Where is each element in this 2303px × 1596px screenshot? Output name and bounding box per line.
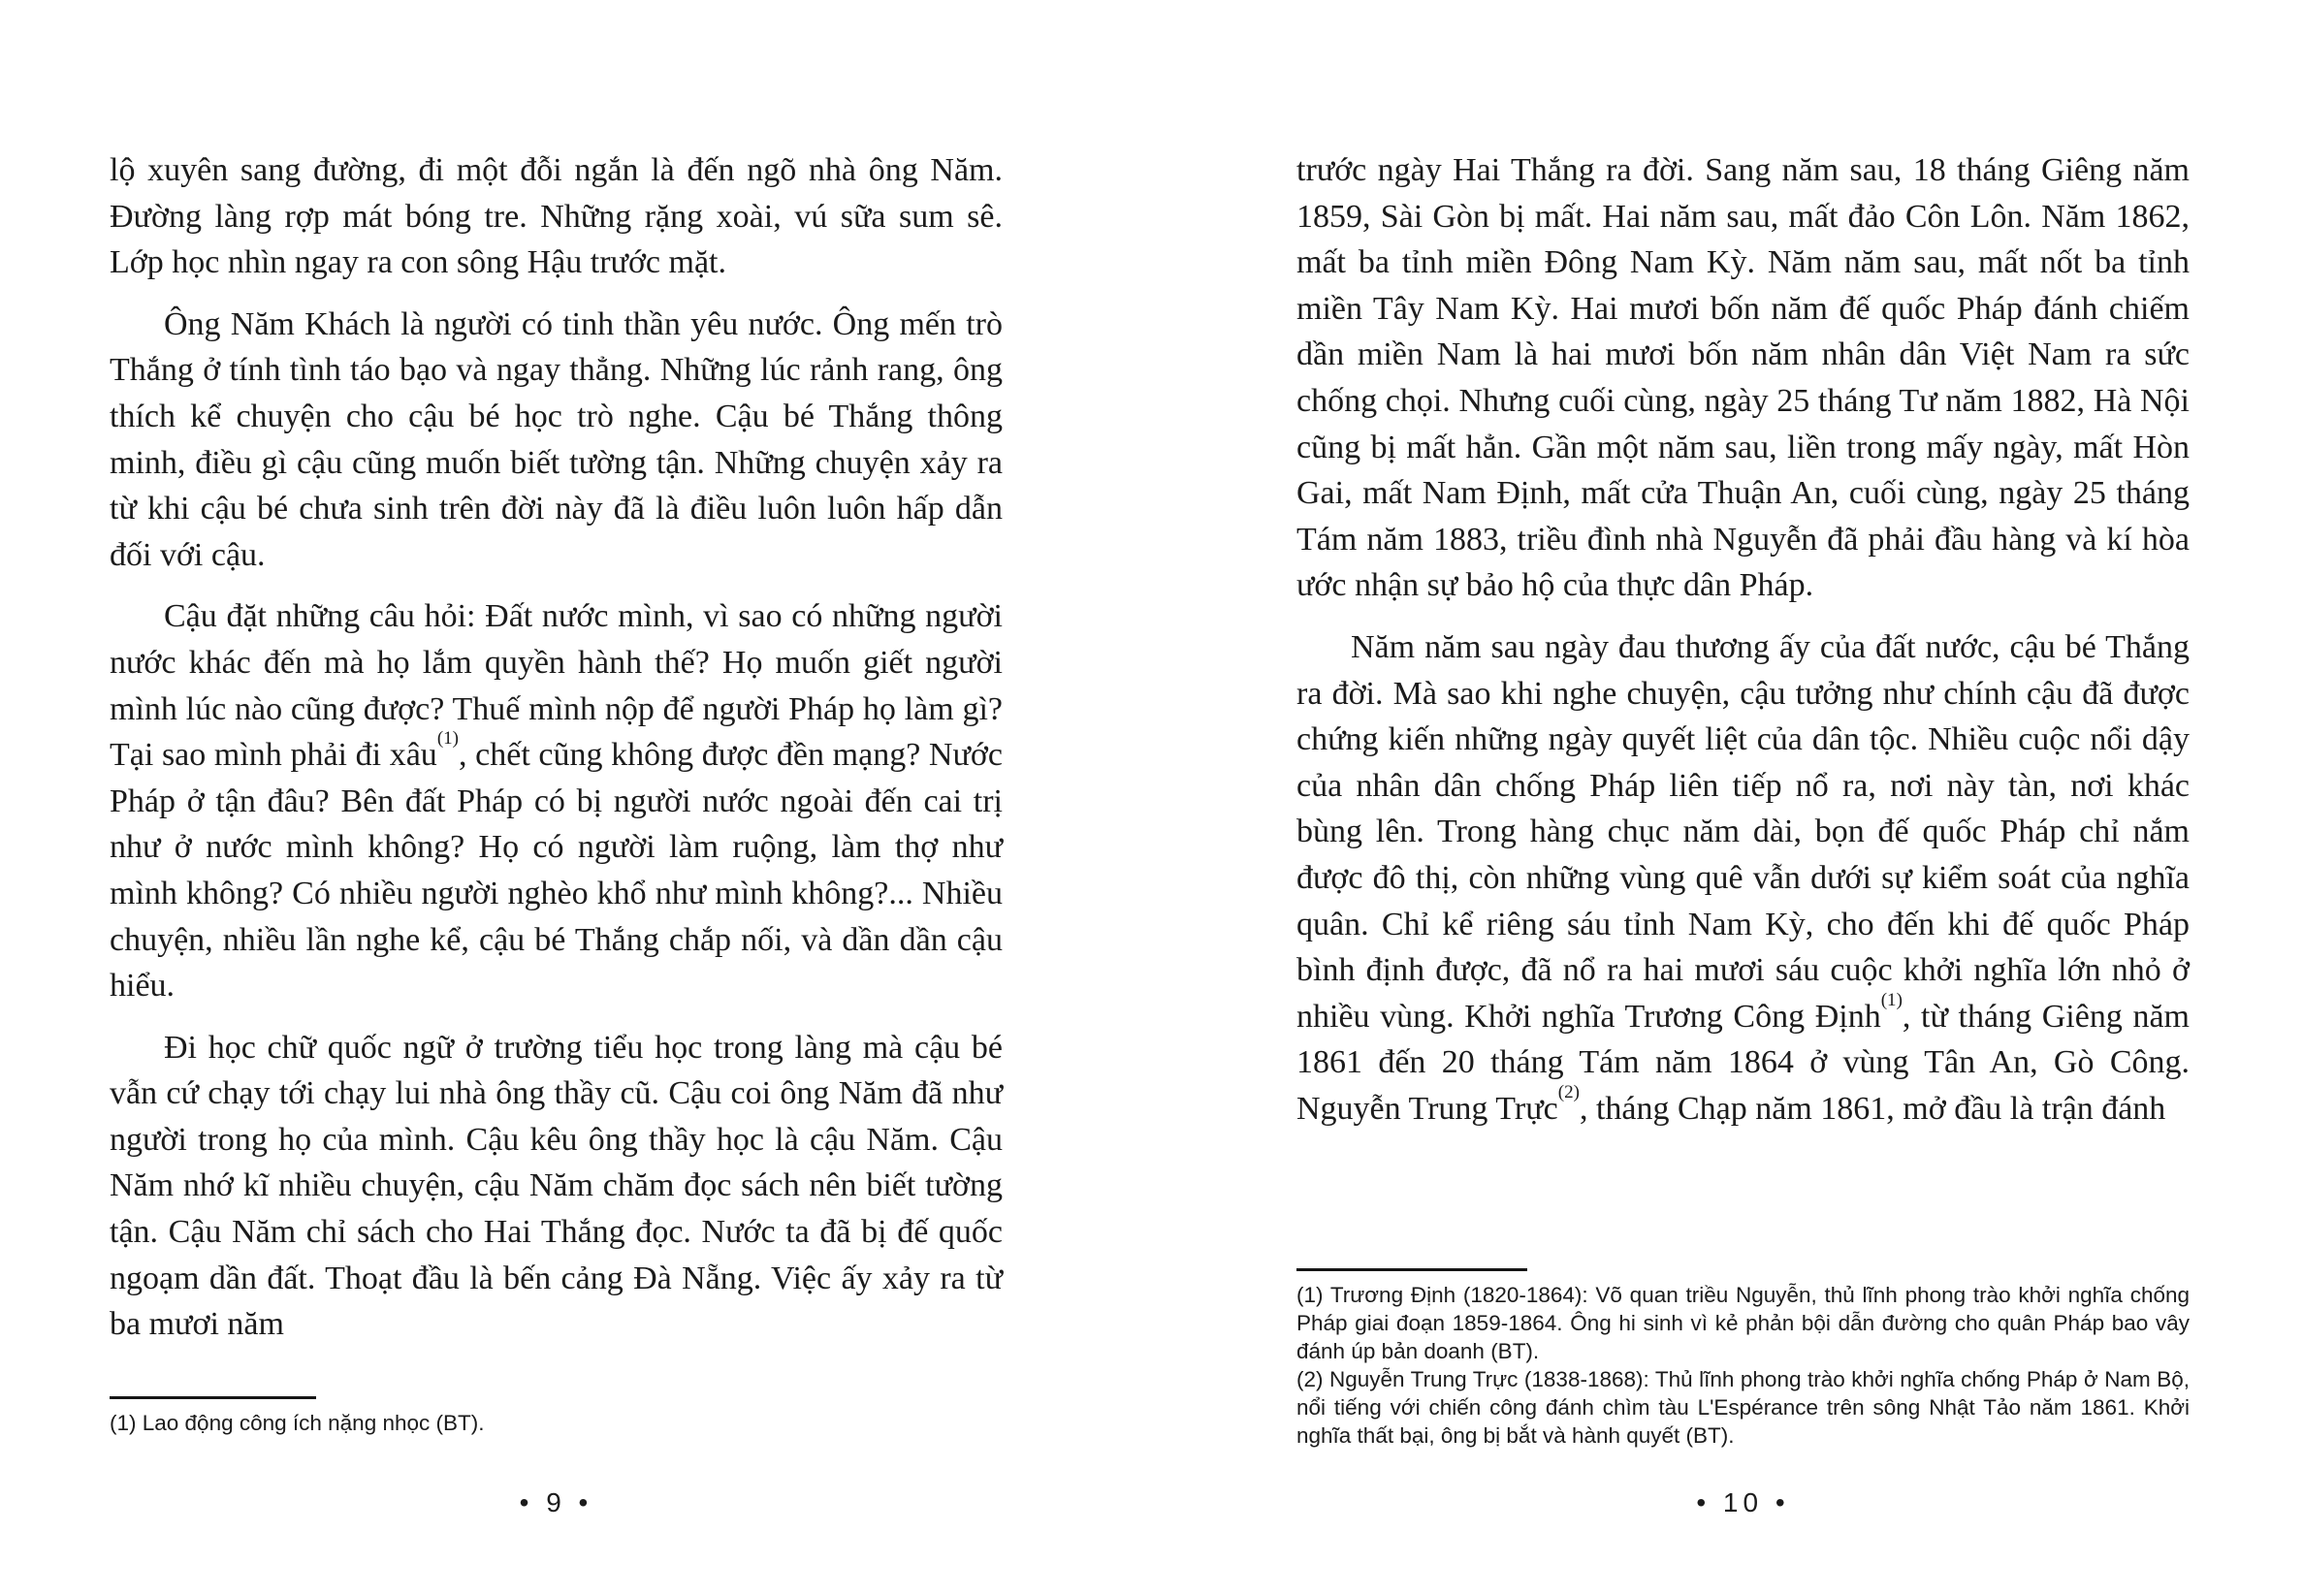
footnote-text: (1) Trương Định (1820-1864): Võ quan triều Nguyễn, thủ lĩnh phong trào khởi nghĩa chống Pháp giai đoạn 1859-1864. Ông hi sinh vì kẻ phản bội dẫn đường cho quân Pháp bao vây đánh úp bản doanh (BT). (1296, 1283, 2190, 1363)
page-9-footnotes (110, 1409, 1003, 1437)
page-9-footnotes-area (110, 1396, 1003, 1437)
paragraph-text: , tháng Chạp năm 1861, mở đầu là trận đánh (1579, 1090, 2166, 1127)
paragraph-text: lộ xuyên sang đường, đi một đỗi ngắn là đến ngõ nhà ông Năm. Đường làng rợp mát bóng tre. Những rặng xoài, vú sữa sum sê. Lớp học nhìn ngay ra con sông Hậu trước mặt. (110, 152, 1003, 281)
page-10-footnotes-area (1296, 1268, 2190, 1450)
paragraph-text: Năm năm sau ngày đau thương ấy của đất nước, cậu bé Thắng ra đời. Mà sao khi nghe chuyện, cậu tưởng như chính cậu đã được chứng kiến những ngày quyết liệt của dân tộc. Nhiều cuộc nổi dậy của nhân dân chống Pháp liên tiếp nổ ra, nơi này tàn, nơi khác bùng lên. Trong hàng chục năm dài, bọn đế quốc Pháp chỉ nắm được đô thị, còn những vùng quê vẫn dưới sự kiểm soát của nghĩa quân. Chỉ kể riêng sáu tỉnh Nam Kỳ, cho đến khi đế quốc Pháp bình định được, đã nổ ra hai mươi sáu cuộc khởi nghĩa lớn nhỏ ở nhiều vùng. Khởi nghĩa Trương Công Định (1296, 628, 2190, 1035)
paragraph-text: , chết cũng không được đền mạng? Nước Pháp ở tận đâu? Bên đất Pháp có bị người nước ngoài đến cai trị như ở nước mình không? Họ có người làm ruộng, làm thợ như mình không? Có nhiều người nghèo khổ như mình không?... Nhiều chuyện, nhiều lần nghe kể, cậu bé Thắng chắp nối, và dần dần cậu hiểu. (110, 737, 1003, 1005)
footnote-text: (2) Nguyễn Trung Trực (1838-1868): Thủ lĩnh phong trào khởi nghĩa chống Pháp ở Nam Bộ, nổi tiếng với chiến công đánh chìm tàu L'Espérance trên sông Nhật Tảo năm 1861. Khởi nghĩa thất bại, ông bị bắt và hành quyết (BT). (1296, 1367, 2190, 1448)
book-page-9 (110, 147, 1003, 1596)
body-paragraph (110, 1025, 1003, 1348)
page-10-footnotes (1296, 1281, 2190, 1450)
body-paragraph (1296, 624, 2190, 1133)
paragraph-text: , từ tháng Giêng năm 1861 đến 20 tháng Tám năm 1864 ở vùng Tân An, Gò Công. Nguyễn Trung Trực (1296, 998, 2190, 1127)
body-paragraph (1296, 147, 2190, 609)
page-number-10: • 10 • (1696, 1487, 1790, 1517)
footnote-divider-rule (1296, 1268, 1527, 1271)
paragraph-text: Đi học chữ quốc ngữ ở trường tiểu học trong làng mà cậu bé vẫn cứ chạy tới chạy lui nhà ông thầy cũ. Cậu coi ông Năm đã như người trong họ của mình. Cậu kêu ông thầy học là cậu Năm. Cậu Năm nhớ kĩ nhiều chuyện, cậu Năm chăm đọc sách nên biết tường tận. Cậu Năm chỉ sách cho Hai Thắng đọc. Nước ta đã bị đế quốc ngoạm dần đất. Thoạt đầu là bến cảng Đà Nẵng. Việc ấy xảy ra từ ba mươi năm (110, 1029, 1003, 1343)
book-page-10 (1296, 147, 2190, 1596)
body-paragraph (110, 593, 1003, 1008)
body-paragraph (110, 147, 1003, 286)
page-10-body-text (1296, 147, 2190, 1132)
page-9-body-text (110, 147, 1003, 1348)
body-paragraph (110, 302, 1003, 579)
footnote-text: (1) Lao động công ích nặng nhọc (BT). (110, 1411, 485, 1435)
paragraph-text: trước ngày Hai Thắng ra đời. Sang năm sau, 18 tháng Giêng năm 1859, Sài Gòn bị mất. Hai năm sau, mất đảo Côn Lôn. Năm 1862, mất ba tỉnh miền Đông Nam Kỳ. Năm năm sau, mất nốt ba tỉnh miền Tây Nam Kỳ. Hai mươi bốn năm đế quốc Pháp đánh chiếm dần miền Nam là hai mươi bốn năm nhân dân Việt Nam ra sức chống chọi. Nhưng cuối cùng, ngày 25 tháng Tư năm 1882, Hà Nội cũng bị mất hẳn. Gần một năm sau, liền trong mấy ngày, mất Hòn Gai, mất Nam Định, mất cửa Thuận An, cuối cùng, ngày 25 tháng Tám năm 1883, triều đình nhà Nguyễn đã phải đầu hàng và kí hòa ước nhận sự bảo hộ của thực dân Pháp. (1296, 152, 2190, 604)
footnote-divider-rule (110, 1396, 316, 1399)
footnote-marker: (2) (1557, 1082, 1580, 1103)
page-number-9: • 9 • (519, 1487, 593, 1517)
footnote-marker: (1) (1880, 989, 1903, 1010)
footnote-marker: (1) (436, 728, 460, 750)
paragraph-text: Cậu đặt những câu hỏi: Đất nước mình, vì sao có những người nước khác đến mà họ lắm quyền hành thế? Họ muốn giết người mình lúc nào cũng được? Thuế mình nộp để người Pháp họ làm gì? Tại sao mình phải đi xâu (110, 598, 1003, 774)
paragraph-text: Ông Năm Khách là người có tinh thần yêu nước. Ông mến trò Thắng ở tính tình táo bạo và ngay thẳng. Những lúc rảnh rang, ông thích kể chuyện cho cậu bé học trò nghe. Cậu bé Thắng thông minh, điều gì cậu cũng muốn biết tường tận. Những chuyện xảy ra từ khi cậu bé chưa sinh trên đời này đã là điều luôn luôn hấp dẫn đối với cậu. (110, 305, 1003, 573)
